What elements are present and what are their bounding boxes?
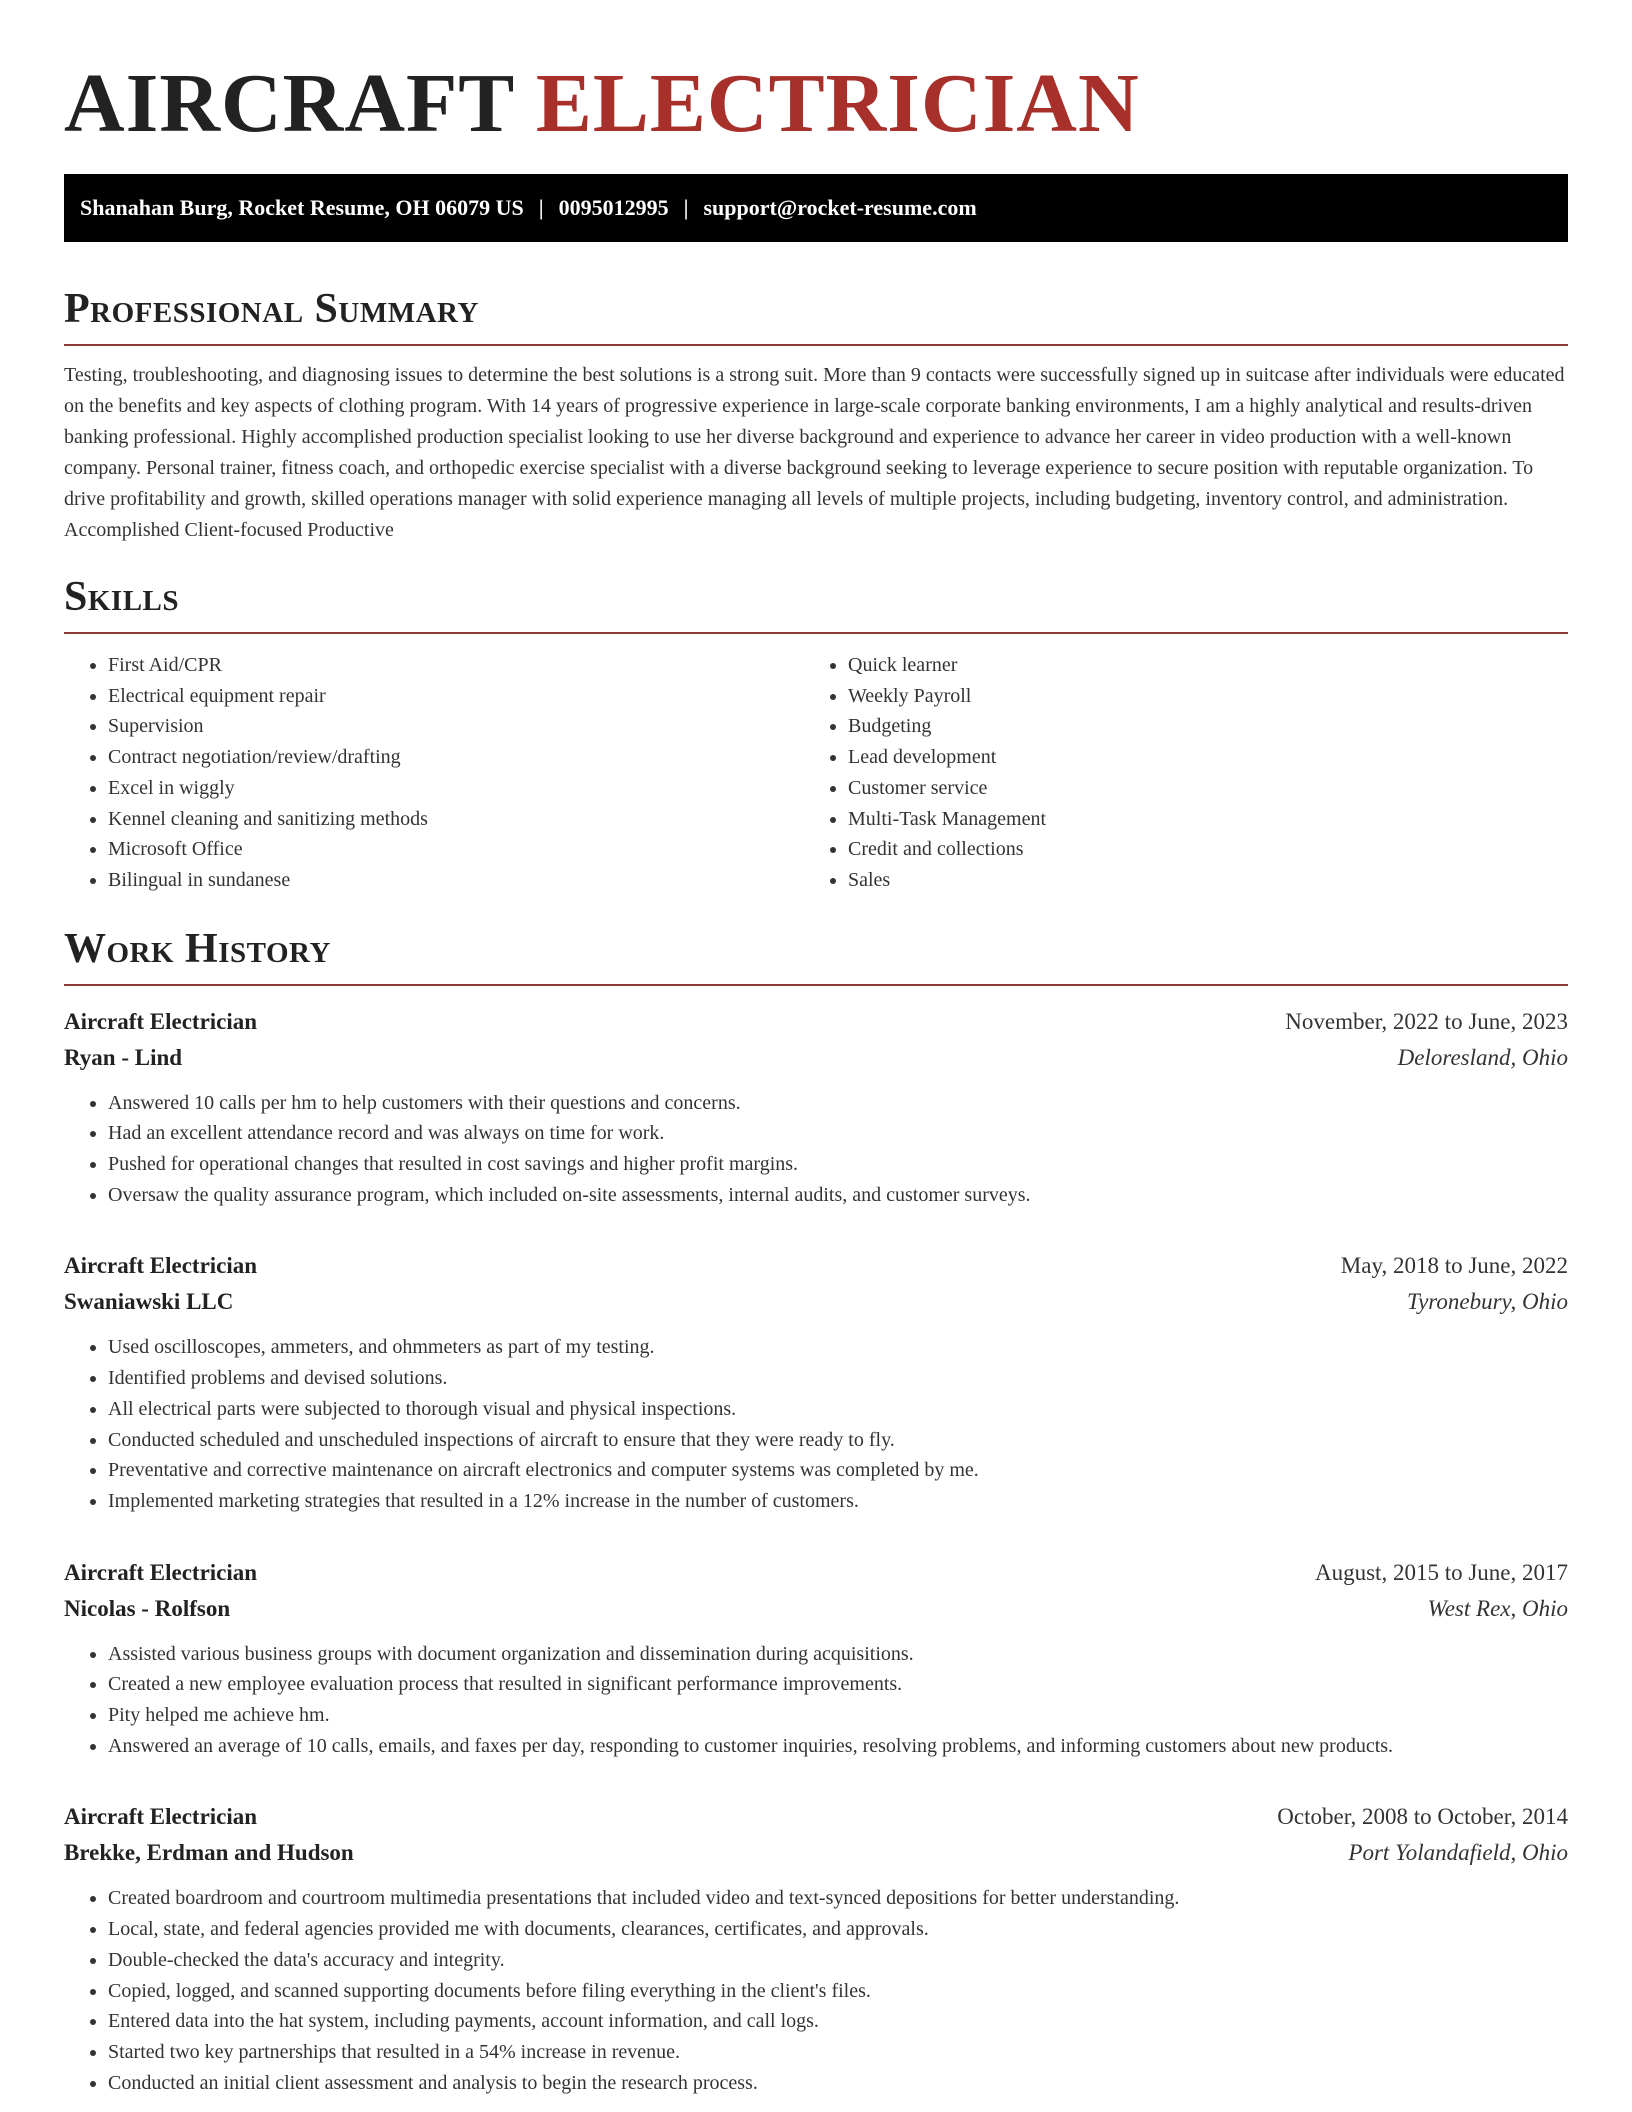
job-bullet: • Preventative and corrective maintenance on aircraft electronics and computer systems was completed by me. (108, 1455, 1568, 1486)
section-divider (64, 632, 1568, 634)
work-history-list (64, 1004, 1568, 2099)
skill-item: • Supervision (108, 711, 804, 742)
job-location: Tyronebury, Ohio (1407, 1289, 1568, 1315)
job-location: Deloresland, Ohio (1397, 1044, 1568, 1070)
work-history-heading: Work History (64, 925, 331, 972)
job-bullet-list (64, 1639, 1568, 1762)
job-company-row (64, 1040, 1568, 1076)
title-second-word: ELECTRICIAN (535, 57, 1140, 150)
job-entry (64, 1555, 1568, 1762)
skill-item: • Contract negotiation/review/drafting (108, 742, 804, 773)
skill-item: • Budgeting (848, 711, 1544, 742)
section-divider (64, 984, 1568, 986)
job-dates: November, 2022 to June, 2023 (1285, 1008, 1568, 1034)
job-bullet: • Used oscilloscopes, ammeters, and ohmmeters as part of my testing. (108, 1332, 1568, 1363)
job-title: Aircraft Electrician (64, 1253, 258, 1279)
title-first-word: AIRCRAFT (64, 57, 514, 150)
contact-address: Shanahan Burg, Rocket Resume, OH 06079 US (80, 195, 524, 220)
job-dates: May, 2018 to June, 2022 (1340, 1253, 1568, 1279)
job-bullet: • Double-checked the data's accuracy and integrity. (108, 1945, 1568, 1976)
job-title-row (64, 1004, 1568, 1040)
skills-columns (64, 650, 1568, 896)
job-company: Swaniawski LLC (64, 1289, 234, 1315)
job-bullet: • Started two key partnerships that resulted in a 54% increase in revenue. (108, 2037, 1568, 2068)
job-entry (64, 1799, 1568, 2098)
job-bullet: • Entered data into the hat system, including payments, account information, and call logs. (108, 2006, 1568, 2037)
job-bullet: • Conducted an initial client assessment and analysis to begin the research process. (108, 2068, 1568, 2099)
job-location: West Rex, Ohio (1427, 1595, 1568, 1621)
job-entry (64, 1248, 1568, 1516)
skill-item: • Lead development (848, 742, 1544, 773)
job-bullet: • Assisted various business groups with document organization and dissemination during acquisitions. (108, 1639, 1568, 1670)
skill-item: • Weekly Payroll (848, 681, 1544, 712)
job-dates: October, 2008 to October, 2014 (1277, 1804, 1568, 1830)
job-company-row (64, 1284, 1568, 1320)
job-company-row (64, 1835, 1568, 1871)
skill-item: • Customer service (848, 773, 1544, 804)
contact-bar (64, 174, 1568, 242)
skill-item: • First Aid/CPR (108, 650, 804, 681)
job-bullet: • Copied, logged, and scanned supporting documents before filing everything in the client's files. (108, 1976, 1568, 2007)
skills-list-left (64, 650, 804, 896)
skill-item: • Electrical equipment repair (108, 681, 804, 712)
job-title: Aircraft Electrician (64, 1559, 258, 1585)
job-bullet-list (64, 1088, 1568, 1211)
job-company-row (64, 1591, 1568, 1627)
skill-item: • Excel in wiggly (108, 773, 804, 804)
job-bullet: • Pity helped me achieve hm. (108, 1700, 1568, 1731)
job-bullet: • Pushed for operational changes that resulted in cost savings and higher profit margins. (108, 1149, 1568, 1180)
skills-heading: Skills (64, 574, 180, 620)
job-bullet: • Created boardroom and courtroom multimedia presentations that included video and text-synced depositions for better understanding. (108, 1883, 1568, 1914)
job-bullet: • Had an excellent attendance record and was always on time for work. (108, 1118, 1568, 1149)
job-bullet-list (64, 1332, 1568, 1516)
summary-text: Testing, troubleshooting, and diagnosing issues to determine the best solutions is a strong suit. More than 9 contacts were successfully signed up in suitcase after individuals were educated on the benefits and key aspects of clothing program. With 14 years of progressive experience in large-scale corporate banking environments, I am a highly analytical and results-driven banking professional. Highly accomplished production specialist looking to use her diverse background and experience to advance her career in video production with a well-known company. Personal trainer, fitness coach, and orthopedic exercise specialist with a diverse background seeking to leverage experience to secure position with reputable organization. To drive profitability and growth, skilled operations manager with solid experience managing all levels of multiple projects, including budgeting, inventory control, and administration. Accomplished Client-focused Productive (64, 364, 1565, 541)
contact-phone: 0095012995 (558, 195, 669, 220)
skill-item: • Credit and collections (848, 834, 1544, 865)
job-title-row (64, 1555, 1568, 1591)
job-bullet: • Answered 10 calls per hm to help customers with their questions and concerns. (108, 1088, 1568, 1119)
job-company: Nicolas - Rolfson (64, 1595, 231, 1621)
skill-item: • Multi-Task Management (848, 804, 1544, 835)
job-entry (64, 1004, 1568, 1211)
skill-item: • Microsoft Office (108, 834, 804, 865)
job-bullet: • Oversaw the quality assurance program, which included on-site assessments, internal audits, and customer surveys. (108, 1180, 1568, 1211)
job-bullet: • All electrical parts were subjected to thorough visual and physical inspections. (108, 1394, 1568, 1425)
skill-item: • Sales (848, 865, 1544, 896)
skill-item: • Kennel cleaning and sanitizing methods (108, 804, 804, 835)
job-bullet: • Created a new employee evaluation process that resulted in significant performance improvements. (108, 1669, 1568, 1700)
contact-email: support@rocket-resume.com (703, 195, 977, 220)
resume-title (64, 58, 1568, 150)
job-title-row (64, 1248, 1568, 1284)
summary-heading: Professional Summary (64, 286, 479, 332)
job-bullet: • Identified problems and devised solutions. (108, 1363, 1568, 1394)
job-bullet: • Conducted scheduled and unscheduled inspections of aircraft to ensure that they were ready to fly. (108, 1425, 1568, 1456)
job-title: Aircraft Electrician (64, 1804, 258, 1830)
contact-separator: | (538, 195, 544, 220)
skill-item: • Quick learner (848, 650, 1544, 681)
job-location: Port Yolandafield, Ohio (1348, 1840, 1568, 1866)
section-divider (64, 344, 1568, 346)
skill-item: • Bilingual in sundanese (108, 865, 804, 896)
skills-list-right (804, 650, 1544, 896)
resume-page (64, 0, 1568, 2098)
job-company: Brekke, Erdman and Hudson (64, 1840, 354, 1866)
job-dates: August, 2015 to June, 2017 (1315, 1559, 1568, 1585)
contact-separator: | (683, 195, 689, 220)
job-title-row (64, 1799, 1568, 1835)
job-bullet: • Answered an average of 10 calls, emails, and faxes per day, responding to customer inquiries, resolving problems, and informing customers about new products. (108, 1731, 1568, 1762)
job-bullet: • Local, state, and federal agencies provided me with documents, clearances, certificates, and approvals. (108, 1914, 1568, 1945)
job-bullet-list (64, 1883, 1568, 2098)
job-company: Ryan - Lind (64, 1044, 183, 1070)
job-bullet: • Implemented marketing strategies that resulted in a 12% increase in the number of customers. (108, 1486, 1568, 1517)
job-title: Aircraft Electrician (64, 1008, 258, 1034)
